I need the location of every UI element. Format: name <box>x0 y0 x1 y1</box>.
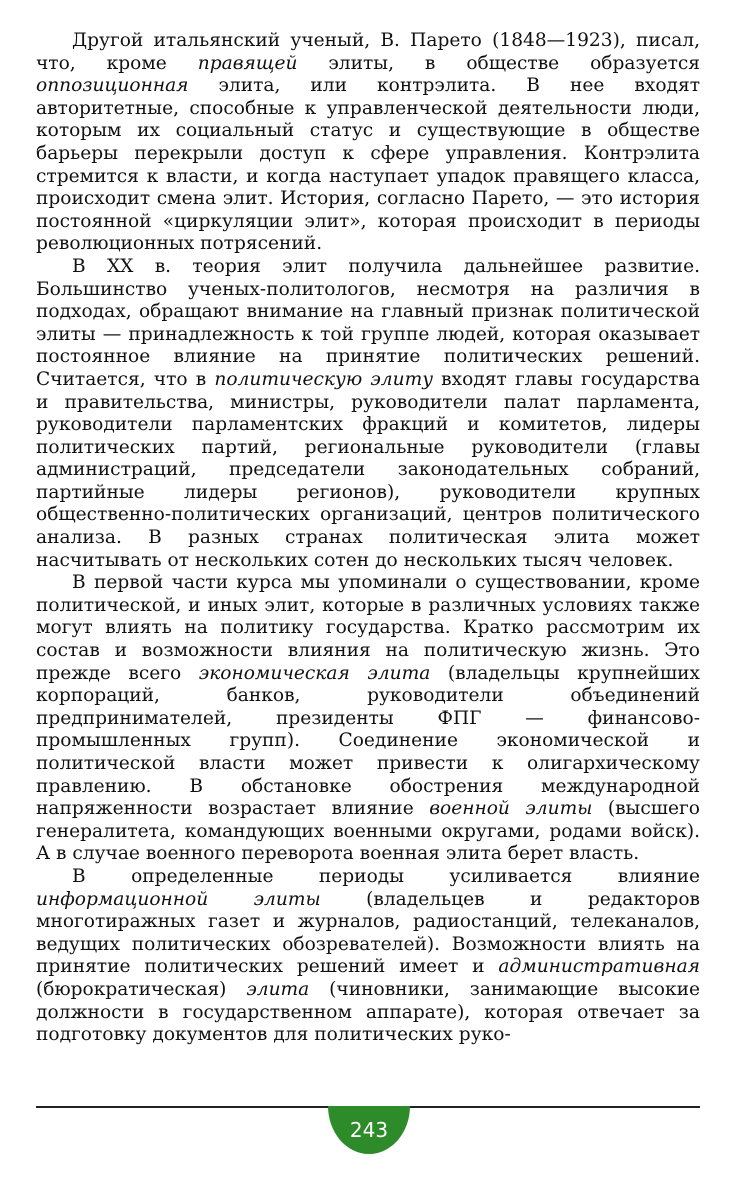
text-run-italic: административная <box>498 956 700 978</box>
text-run-italic: оппозиционная <box>36 75 189 97</box>
text-run-italic: элита <box>246 978 310 1000</box>
text-run-italic: правящей <box>197 52 298 74</box>
text-run-italic: экономическая элита <box>198 662 431 684</box>
text-run: В XX в. теория элит получила дальнейшее развитие. Большинство ученых-политологов, несмотря на различия в подходах, обращают внимание на главный признак политической элиты — принадлежность к той группе людей, которая оказывает постоянное влияние на принятие политических решений. Считается, что в <box>36 255 700 390</box>
text-run: В первой части курса мы упоминали о существовании, кроме политической, и иных элит, которые в различных условиях также могут влиять на политику государства. Кратко рассмотрим их состав и возможности влияния на политическую жизнь. Это прежде всего <box>36 572 700 684</box>
paragraph-information-elite <box>36 866 700 1047</box>
text-run: (владельцы крупнейших корпораций, банков, руководители объединений предпринимателей, президенты ФПГ — финансово-промышленных групп). Соединение экономической и политической власти может привести к олигархическому правлению. В обстановке обострения международной напряженности возрастает влияние <box>36 662 700 820</box>
text-run: входят главы государства и правительства, министры, руководители палат парламента, руководители парламентских фракций и комитетов, лидеры политических партий, региональные руководители (главы администраций, председатели законодательных собраний, партийные лидеры регионов), руководители крупных общественно-политических организаций, центров политического анализа. В разных странах политическая элита может насчитывать от нескольких сотен до нескольких тысяч человек. <box>36 368 700 571</box>
text-run: В определенные периоды усиливается влияние <box>72 865 700 887</box>
text-run: (высшего генералитета, командующих военными округами, родами войск). А в случае военного переворота военная элита берет власть. <box>36 798 700 865</box>
text-run: (бюрократическая) <box>36 978 247 1000</box>
text-run: элиты, в обществе образуется <box>297 52 700 74</box>
page-number-badge: 243 <box>328 1106 410 1154</box>
page-body <box>36 30 700 1047</box>
text-run: (чиновники, занимающие высокие должности в государственном аппарате), которая отвечает за подготовку документов для политических руко- <box>36 978 700 1046</box>
text-run: (владельцев и редакторов многотиражных газет и журналов, радиостанций, телеканалов, ведущих политических обозревателей). Возможности влиять на принятие политических решений имеет и <box>36 888 700 978</box>
text-run: элита, или контрэлита. В нее входят авторитетные, способные к управленческой деятельности люди, которым их социальный статус и существующие в обществе барьеры перекрыли доступ к сфере управления. Контрэлита стремится к власти, и когда наступает упадок правящего класса, происходит смена элит. История, согласно Парето, — это история постоянной «циркуляции элит», которая происходит в периоды революционных потрясений. <box>36 75 700 255</box>
paragraph-other-elites <box>36 572 700 866</box>
text-run-italic: информационной элиты <box>36 888 321 910</box>
paragraph-political-elite <box>36 256 700 572</box>
text-run-italic: военной элиты <box>429 798 593 820</box>
text-run: Другой итальянский ученый, В. Парето (1848—1923), писал, что, кроме <box>36 30 700 74</box>
paragraph-pareto <box>36 30 700 256</box>
text-run-italic: политическую элиту <box>214 368 433 390</box>
